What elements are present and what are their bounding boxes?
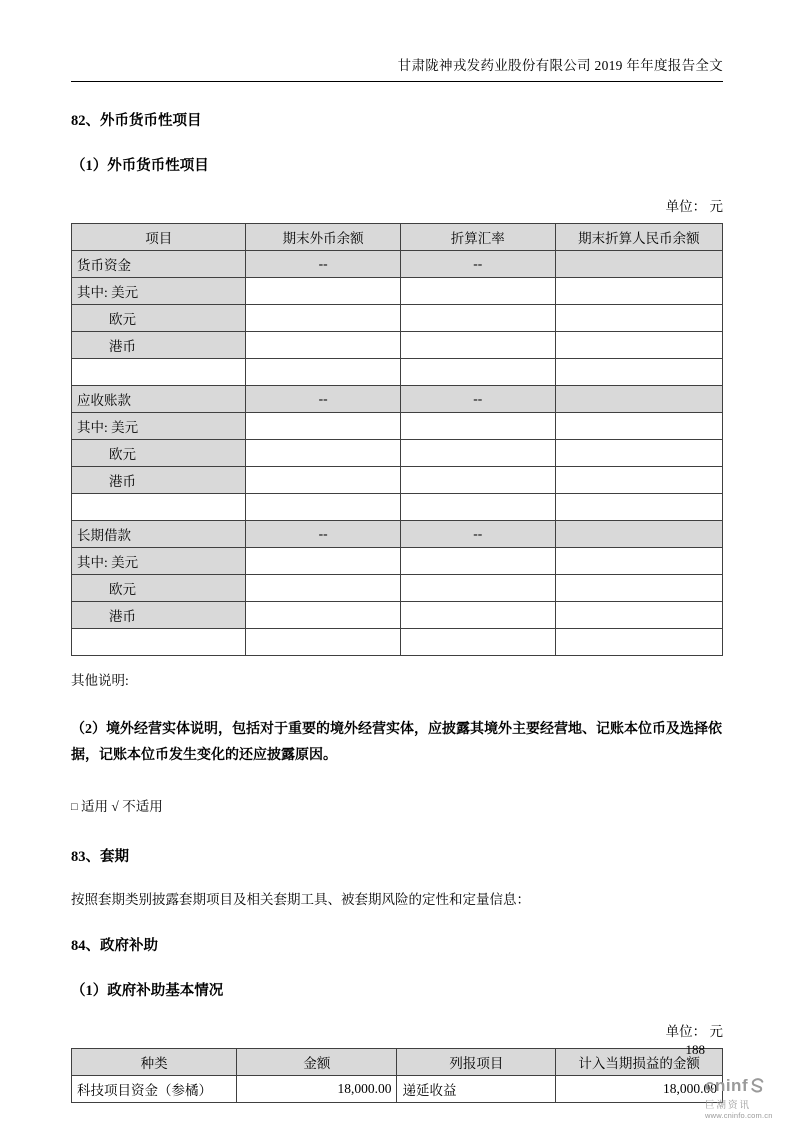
document-title: 甘肃陇神戎发药业股份有限公司 2019 年年度报告全文: [397, 58, 723, 73]
table-row: [72, 440, 723, 467]
table-row: [72, 251, 723, 278]
section-82-2-paragraph: （2）境外经营实体说明，包括对于重要的境外经营实体，应披露其境外主要经营地、记账本位币及选择依据，记账本位币发生变化的还应披露原因。: [71, 722, 722, 763]
unit-label-fx: 单位： 元: [665, 199, 723, 214]
fx-rate-cell: --: [400, 251, 555, 278]
fx-rmb-balance-cell: [555, 629, 722, 656]
section-83-body: 按照套期类别披露套期项目及相关套期工具、被套期风险的定性和定量信息：: [71, 891, 530, 907]
fx-rate-cell: [400, 494, 555, 521]
grant-col-amount: 金额: [237, 1048, 397, 1075]
fx-rmb-balance-cell: [555, 251, 722, 278]
section-83-heading: 83、套期: [71, 848, 129, 865]
fx-item-cell: 欧元: [72, 305, 246, 332]
fx-foreign-balance-cell: [246, 413, 400, 440]
fx-rmb-balance-cell: [555, 575, 722, 602]
section-82-1-subheading: （1）外币货币性项目: [71, 158, 209, 174]
fx-rate-cell: [400, 278, 555, 305]
fx-foreign-balance-cell: --: [246, 251, 400, 278]
fx-foreign-balance-cell: [246, 278, 400, 305]
table-row: [72, 521, 723, 548]
fx-item-cell: [72, 629, 246, 656]
fx-item-cell: 长期借款: [72, 521, 246, 548]
fx-item-cell: 港币: [72, 602, 246, 629]
fx-foreign-balance-cell: [246, 494, 400, 521]
table-row: [72, 386, 723, 413]
fx-rate-cell: [400, 359, 555, 386]
fx-rate-cell: [400, 548, 555, 575]
section-84-1-subheading: （1）政府补助基本情况: [71, 982, 224, 999]
grant-col-report-item: 列报项目: [397, 1048, 556, 1075]
fx-item-cell: 港币: [72, 467, 246, 494]
fx-item-cell: 欧元: [72, 575, 246, 602]
checkbox-icon: □: [71, 800, 78, 813]
unit-label-grant: 单位： 元: [665, 1023, 723, 1039]
fx-rate-cell: [400, 440, 555, 467]
table-row: [72, 494, 723, 521]
government-grant-table: [71, 1048, 723, 1103]
applicability-line: [71, 795, 723, 815]
fx-rmb-balance-cell: [555, 413, 722, 440]
grant-category-cell: 科技项目资金（参橘）: [72, 1075, 237, 1102]
table-row: [72, 1075, 723, 1102]
grant-report-item-cell: 递延收益: [397, 1075, 556, 1102]
fx-header-row: [72, 224, 723, 251]
fx-item-cell: 港币: [72, 332, 246, 359]
foreign-currency-table: [71, 223, 723, 656]
fx-rate-cell: [400, 602, 555, 629]
table-row: [72, 305, 723, 332]
fx-item-cell: 其中: 美元: [72, 413, 246, 440]
fx-foreign-balance-cell: [246, 467, 400, 494]
table-row: [72, 332, 723, 359]
table-row: [72, 278, 723, 305]
fx-col-rate: 折算汇率: [400, 224, 555, 251]
check-mark-icon: √: [111, 798, 119, 814]
fx-col-rmb-balance: 期末折算人民币余额: [555, 224, 722, 251]
fx-rmb-balance-cell: [555, 548, 722, 575]
fx-rmb-balance-cell: [555, 467, 722, 494]
fx-foreign-balance-cell: [246, 575, 400, 602]
fx-foreign-balance-cell: [246, 548, 400, 575]
grant-pl-amount-cell: 18,000.00: [556, 1075, 723, 1102]
fx-item-cell: 货币资金: [72, 251, 246, 278]
fx-foreign-balance-cell: [246, 305, 400, 332]
cninfo-logo: [705, 1076, 775, 1120]
table-row: [72, 359, 723, 386]
fx-rate-cell: [400, 332, 555, 359]
fx-foreign-balance-cell: [246, 629, 400, 656]
fx-foreign-balance-cell: --: [246, 386, 400, 413]
cninfo-logo-row: [705, 1076, 775, 1096]
section-82-heading: 82、外币货币性项目: [71, 113, 202, 129]
fx-rate-cell: [400, 467, 555, 494]
fx-foreign-balance-cell: [246, 440, 400, 467]
fx-rate-cell: --: [400, 521, 555, 548]
table-row: [72, 602, 723, 629]
fx-item-cell: [72, 359, 246, 386]
fx-rate-cell: [400, 575, 555, 602]
other-note: 其他说明:: [71, 673, 129, 688]
fx-rmb-balance-cell: [555, 602, 722, 629]
fx-rate-cell: --: [400, 386, 555, 413]
fx-col-item: 项目: [72, 224, 246, 251]
fx-item-cell: [72, 494, 246, 521]
fx-rate-cell: [400, 413, 555, 440]
page-number: 188: [685, 1042, 705, 1057]
grant-col-pl-amount: 计入当期损益的金额: [556, 1048, 723, 1075]
table-row: [72, 467, 723, 494]
table-row: [72, 575, 723, 602]
fx-rmb-balance-cell: [555, 305, 722, 332]
table-row: [72, 548, 723, 575]
cninfo-logo-cn: 巨潮资讯: [705, 1100, 752, 1111]
grant-col-category: 种类: [72, 1048, 237, 1075]
fx-item-cell: 其中: 美元: [72, 548, 246, 575]
fx-col-foreign-balance: 期末外币余额: [246, 224, 400, 251]
table-row: [72, 629, 723, 656]
fx-rmb-balance-cell: [555, 440, 722, 467]
fx-foreign-balance-cell: [246, 332, 400, 359]
fx-rate-cell: [400, 305, 555, 332]
fx-rmb-balance-cell: [555, 359, 722, 386]
fx-rmb-balance-cell: [555, 332, 722, 359]
cninfo-logo-url: www.cninfo.com.cn: [705, 1111, 773, 1120]
fx-rmb-balance-cell: [555, 386, 722, 413]
fx-item-cell: 欧元: [72, 440, 246, 467]
document-header: [71, 54, 723, 82]
not-applicable-label: 不适用: [122, 798, 163, 814]
fx-rmb-balance-cell: [555, 494, 722, 521]
grant-amount-cell: 18,000.00: [237, 1075, 397, 1102]
fx-foreign-balance-cell: [246, 359, 400, 386]
fx-rmb-balance-cell: [555, 521, 722, 548]
fx-rmb-balance-cell: [555, 278, 722, 305]
applicable-label: 适用: [81, 798, 109, 814]
fx-foreign-balance-cell: --: [246, 521, 400, 548]
grant-header-row: [72, 1048, 723, 1075]
cninfo-swirl-icon: [749, 1077, 765, 1096]
table-row: [72, 413, 723, 440]
cninfo-logo-text: cninf: [705, 1076, 749, 1095]
fx-foreign-balance-cell: [246, 602, 400, 629]
section-84-heading: 84、政府补助: [71, 937, 158, 954]
fx-item-cell: 应收账款: [72, 386, 246, 413]
fx-item-cell: 其中: 美元: [72, 278, 246, 305]
fx-rate-cell: [400, 629, 555, 656]
